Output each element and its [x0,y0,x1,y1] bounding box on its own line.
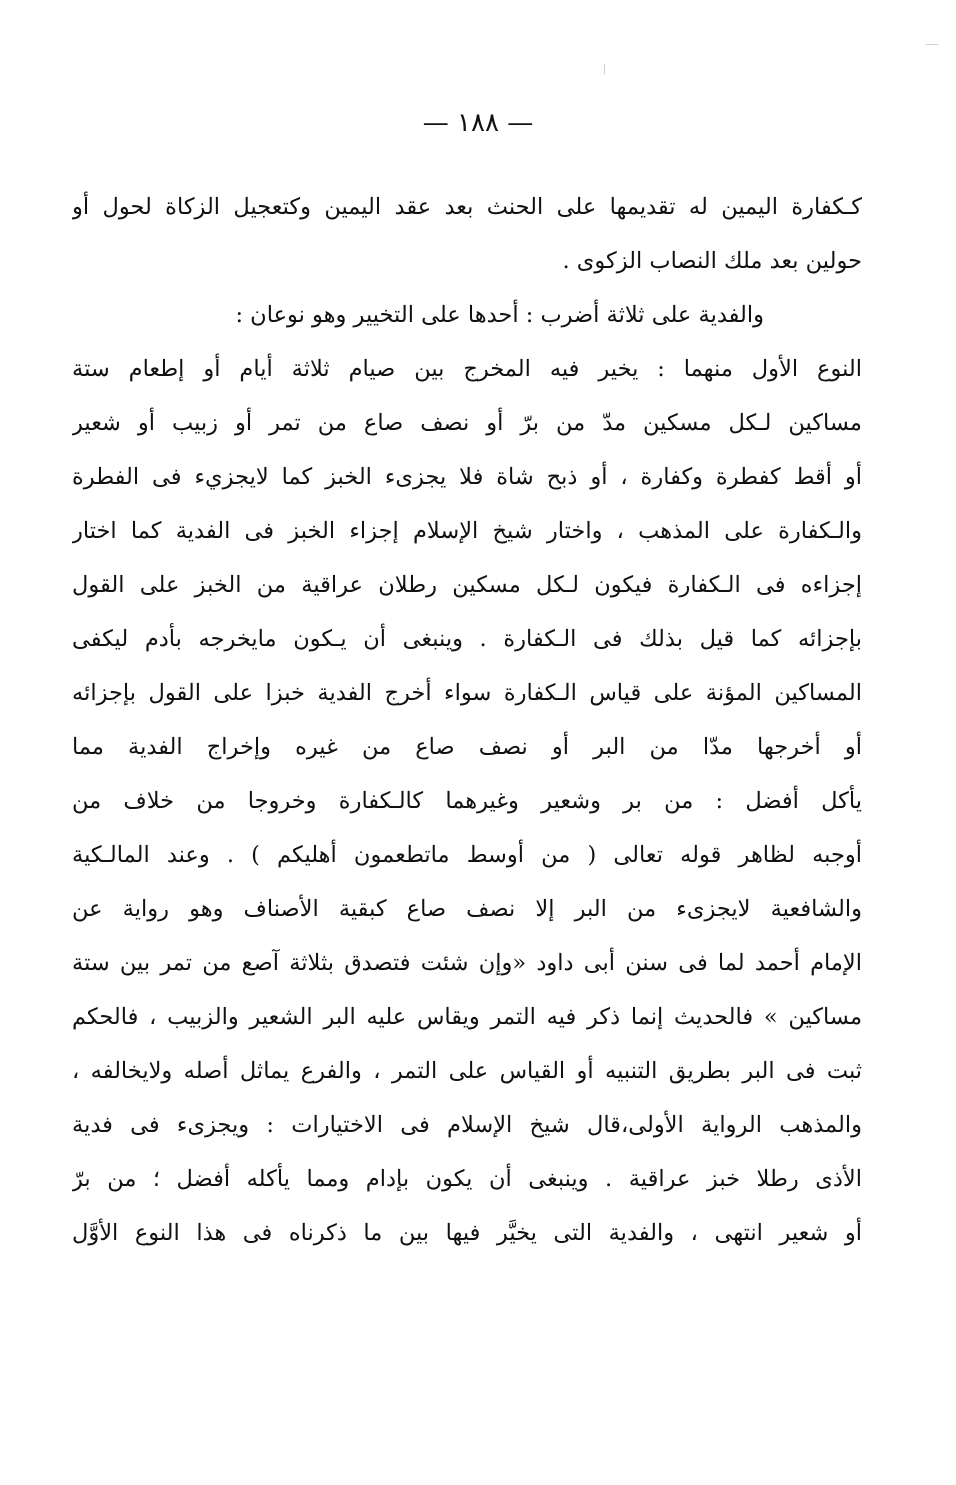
text-line: بإجزائه كما قيل بذلك فى الـكفارة . وينبغى أن يـكون مايخرجه بأدم ليكفى [72,626,862,652]
text-line: والمذهب الرواية الأولى،قال شيخ الإسلام فى الاختيارات : ويجزىء فى فدية [72,1112,862,1138]
text-line: أو أخرجها مدّا من البر أو نصف صاع من غيره وإخراج الفدية مما [72,734,862,760]
text-line: والفدية على ثلاثة أضرب : أحدها على التخيير وهو نوعان : [235,302,764,328]
text-line: ثبت فى البر بطريق التنبيه أو القياس على التمر ، والفرع يماثل أصله ولايخالفه ، [72,1058,862,1084]
body-text [72,180,862,1260]
text-line: الأذى رطلا خبز عراقية . وينبغى أن يكون بإدام ومما يأكله أفضل ؛ من برّ [72,1166,862,1192]
text-line: أو أقط كفطرة وكفارة ، أو ذبح شاة فلا يجزىء الخبز كما لايجزيء فى الفطرة [72,464,862,490]
page-number: — ١٨٨ — [422,108,534,138]
text-line: مساكين لـكل مسكين مدّ من برّ أو نصف صاع من تمر أو زبيب أو شعير [72,410,862,436]
text-line: المساكين المؤنة على قياس الـكفارة سواء أخرج الفدية خبزا على القول بإجزائه [72,680,862,706]
text-line: الإمام أحمد لما فى سنن أبى داود «وإن شئت فتصدق بثلاثة آصع من تمر بين ستة [72,950,862,976]
text-line: إجزاءه فى الـكفارة فيكون لـكل مسكين رطلان عراقية من الخبز على القول [72,572,862,598]
scan-speck [926,44,938,45]
text-line: والـكفارة على المذهب ، واختار شيخ الإسلام إجزاء الخبز فى الفدية كما اختار [72,518,862,544]
text-line: كـكفارة اليمين له تقديمها على الحنث بعد عقد اليمين وكتعجيل الزكاة لحول أو [72,194,862,220]
text-line: يأكل أفضل : من بر وشعير وغيرهما كالـكفارة وخروجا من خلاف من [72,788,862,814]
text-line: النوع الأول منهما : يخير فيه المخرج بين صيام ثلاثة أيام أو إطعام ستة [72,356,862,382]
text-line: مساكين » فالحديث إنما ذكر فيه التمر ويقاس عليه البر الشعير والزبيب ، فالحكم [72,1004,862,1030]
text-line: والشافعية لايجزىء من البر إلا نصف صاع كبقية الأصناف وهو رواية عن [72,896,862,922]
scan-speck [604,64,605,74]
text-line: حولين بعد ملك النصاب الزكوى . [562,248,862,274]
text-line: أوجبه لظاهر قوله تعالى ( من أوسط ماتطعمون أهليكم ) . وعند المالـكية [72,842,862,868]
text-line: أو شعير انتهى ، والفدية التى يخيَّر فيها بين ما ذكرناه فى هذا النوع الأوَّل [72,1220,862,1246]
